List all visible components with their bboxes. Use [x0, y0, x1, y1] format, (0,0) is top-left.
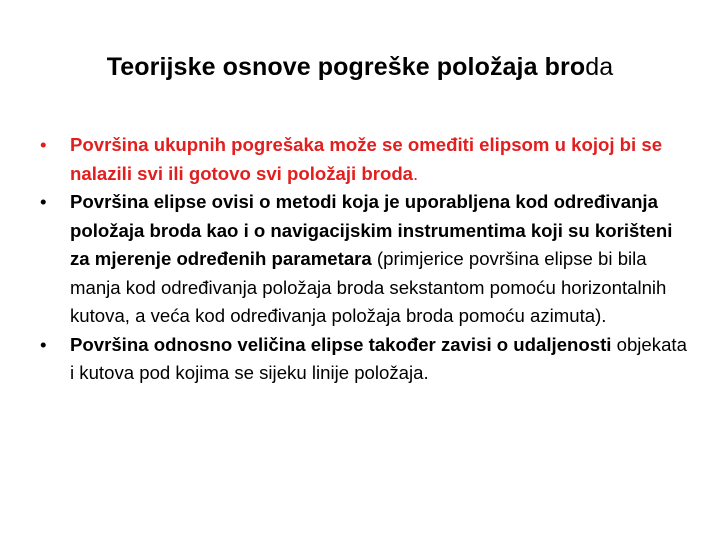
bullet-list: [40, 131, 690, 388]
bullet-item-1: [40, 131, 690, 188]
bullet-symbol-icon: •: [40, 191, 47, 212]
slide-title-bold: Teorijske osnove pogreške položaja bro: [106, 53, 586, 81]
bullet-symbol-icon: •: [40, 333, 47, 355]
bullet-2-normal-text: (primjerice površina elipse bi bila manja kod određivanja položaja broda sekstantom pomoću horizontalnih kutova, a veća kod određivanja položaja broda pomoću azimuta).: [70, 248, 667, 326]
bullet-2-bold-text: Površina elipse ovisi o metodi koja je uporabljena kod određivanja položaja broda kao i o navigacijskim instrumentima koji su korišteni za mjerenje određenih parametara: [70, 191, 673, 269]
bullet-symbol-icon: •: [40, 134, 47, 155]
slide-title: [0, 50, 720, 84]
bullet-1-end: .: [413, 162, 419, 184]
bullet-item-3: [40, 331, 690, 388]
bullet-item-2: [40, 188, 690, 331]
bullet-1-text: Površina ukupnih pogrešaka može se omeđiti elipsom u kojoj bi se nalazili svi ili gotovo svi položaji broda: [70, 134, 663, 184]
slide-title-normal: da: [585, 53, 614, 81]
bullet-3-normal-text: objekata i kutova pod kojima se sijeku linije položaja.: [70, 333, 687, 383]
bullet-3-bold-text: Površina odnosno veličina elipse također zavisi o udaljenosti: [70, 333, 612, 355]
